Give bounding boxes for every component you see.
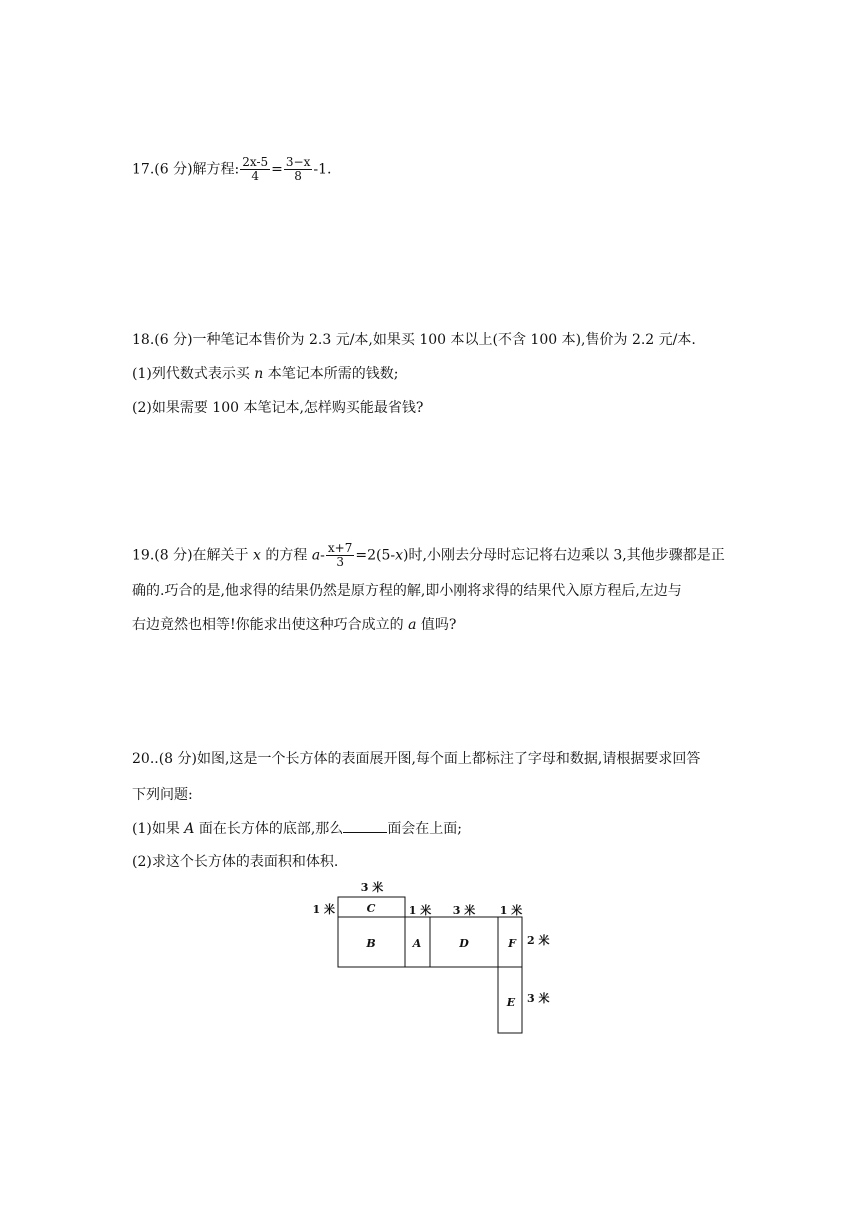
dim-d-top: 3 米 (452, 904, 476, 917)
q17-frac2-denominator: 8 (294, 169, 302, 183)
q19-line1-d: )时,小刚去分母时忘记将右边乘以 3,其他步骤都是正 (403, 547, 725, 564)
question-19-line-2: 确的.巧合的是,他求得的结果仍然是原方程的解,即小刚将求得的结果代入原方程后,左边与 (132, 583, 682, 599)
q17-frac2-numerator: 3−x (285, 155, 311, 169)
q20-line3-c: 面会在上面; (387, 821, 463, 837)
face-label-c: C (366, 902, 376, 915)
q17-suffix: -1. (313, 161, 332, 178)
q19-fraction (326, 542, 354, 569)
question-20-line-3 (132, 820, 462, 838)
dim-c-top: 3 米 (360, 881, 384, 894)
q19-frac-numerator: x+7 (327, 541, 353, 555)
q17-fraction-1 (240, 156, 270, 183)
question-18-line-2 (132, 365, 398, 383)
face-label-b: B (366, 937, 376, 950)
cuboid-net-svg (300, 880, 560, 1040)
q19-var-a2: a (408, 617, 417, 633)
q20-line3-a: (1)如果 (132, 821, 185, 837)
face-label-a: A (412, 937, 422, 950)
question-20-line-2: 下列问题: (132, 787, 193, 803)
q19-frac-denominator: 3 (336, 555, 344, 569)
question-17 (132, 156, 331, 183)
q17-prefix: 17.(6 分)解方程: (132, 161, 240, 178)
dim-a-top: 1 米 (408, 904, 432, 917)
q19-var-x: x (253, 547, 261, 564)
q19-minus: - (320, 547, 325, 564)
question-19-line-1 (132, 542, 725, 569)
dim-f-right: 2 米 (527, 934, 550, 947)
q18-line2-a: (1)列代数式表示买 (132, 366, 255, 382)
question-18-line-3: (2)如果需要 100 本笔记本,怎样购买能最省钱? (132, 400, 424, 416)
q18-line2-b: 本笔记本所需的钱数; (263, 366, 399, 382)
q19-line3-a: 右边竟然也相等!你能求出使这种巧合成立的 (132, 617, 409, 633)
dim-f-top: 1 米 (499, 904, 523, 917)
q20-line3-b: 面在长方体的底部,那么 (194, 821, 344, 837)
face-label-f: F (508, 937, 516, 950)
q19-line1-c: =2(5- (355, 547, 396, 564)
dim-e-right: 3 米 (527, 992, 550, 1005)
dim-c-left: 1 米 (312, 903, 335, 916)
q17-equals: = (271, 161, 283, 178)
question-18-line-1: 18.(6 分)一种笔记本售价为 2.3 元/本,如果买 100 本以上(不含 100 本),售价为 2.2 元/本. (132, 332, 696, 348)
q19-var-x2: x (395, 547, 404, 564)
q19-line1-a: 19.(8 分)在解关于 (132, 547, 253, 564)
question-19-line-3 (132, 616, 456, 634)
q17-frac1-numerator: 2x-5 (242, 155, 269, 169)
question-20-line-4: (2)求这个长方体的表面积和体积. (132, 854, 339, 870)
q17-fraction-2 (284, 156, 312, 183)
face-label-e: E (506, 996, 516, 1009)
face-label-d: D (459, 937, 469, 950)
cuboid-net-figure (300, 880, 560, 1040)
q19-line1-b: 的方程 (260, 547, 312, 564)
q18-var-n: n (254, 366, 264, 382)
q17-frac1-denominator: 4 (251, 169, 260, 183)
question-20-line-1: 20..(8 分)如图,这是一个长方体的表面展开图,每个面上都标注了字母和数据,请根据要求回答 (132, 751, 701, 767)
answer-blank[interactable] (343, 820, 387, 833)
q19-var-a: a (311, 547, 321, 564)
q20-var-A: A (184, 821, 195, 837)
q19-line3-b: 值吗? (416, 617, 457, 633)
